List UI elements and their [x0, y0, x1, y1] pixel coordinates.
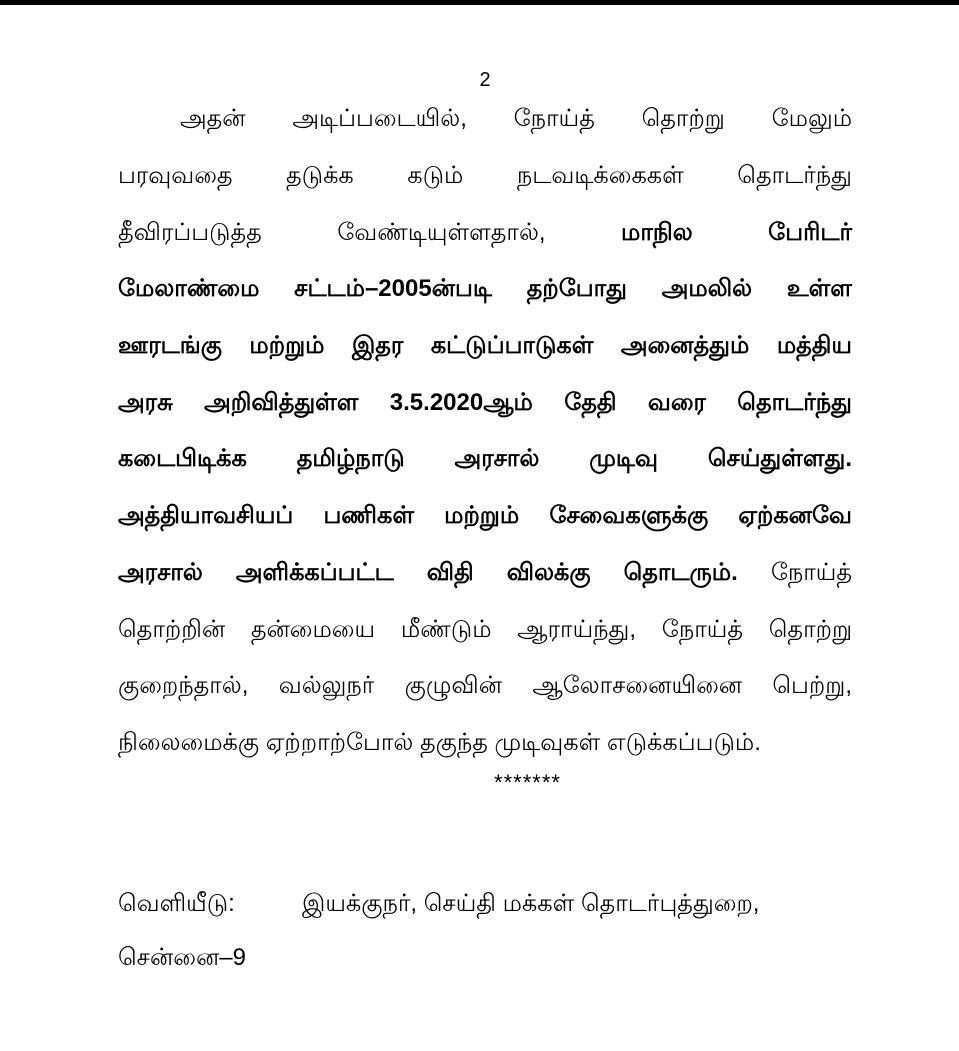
paragraph-word: செய்துள்ளது. — [707, 445, 852, 473]
paragraph-line — [118, 659, 852, 716]
paragraph-word: தொடரும். — [623, 558, 738, 586]
paragraph-word: உள்ள — [786, 275, 852, 303]
paragraph-word: நோய்த் — [770, 558, 852, 586]
separator-stars: ******* — [494, 770, 561, 795]
paragraph-word: அத்தியாவசியப் — [118, 502, 294, 530]
paragraph-line — [118, 716, 852, 773]
paragraph-word: அனைத்தும் — [620, 332, 750, 360]
paragraph-word: அறிவித்துள்ள — [204, 388, 359, 416]
paragraph-line — [118, 319, 852, 376]
paragraph-word: வல்லுநர் — [278, 672, 375, 700]
paragraph-line — [118, 546, 852, 603]
paragraph-word: இதர — [351, 332, 404, 360]
paragraph-line — [118, 602, 852, 659]
paragraph-word: பேரிடர் — [768, 218, 852, 246]
paragraph-word: தேதி — [564, 388, 617, 416]
paragraph-word: ஆராய்ந்து, — [517, 615, 637, 643]
release-city: சென்னை–9 — [118, 944, 246, 971]
paragraph-word: தீவிரப்படுத்த — [118, 218, 262, 246]
paragraph-word: சட்டம்–2005ன்படி — [294, 275, 492, 303]
paragraph-line — [118, 149, 852, 206]
paragraph-word: அடிப்படையில், — [292, 105, 467, 133]
paragraph-word: மீண்டும் — [400, 615, 492, 643]
paragraph-word: குறைந்தால், — [118, 672, 249, 700]
paragraph-word: தொற்று — [641, 105, 725, 133]
paragraph-word: விதி — [426, 558, 474, 586]
paragraph-word: தொடர்ந்து — [737, 162, 852, 190]
release-label: வெளியீடு: — [118, 890, 235, 917]
paragraph-word: மாநில — [621, 218, 693, 246]
paragraph-word: பெற்று, — [772, 672, 852, 700]
paragraph-line — [118, 262, 852, 319]
page-number: 2 — [479, 69, 491, 91]
paragraph-word: மற்றும் — [444, 502, 520, 530]
paragraph-word: கட்டுப்பாடுகள் — [430, 332, 594, 360]
paragraph-word: அரசால் — [118, 558, 203, 586]
paragraph-word: தொற்றின் — [118, 615, 226, 643]
paragraph-word: பணிகள் — [323, 502, 414, 530]
top-border — [0, 0, 959, 5]
paragraph-word: முடிவு — [589, 445, 658, 473]
paragraph-word: விலக்கு — [506, 558, 591, 586]
release-issuer: இயக்குநர், செய்தி மக்கள் தொடர்புத்துறை, — [302, 890, 760, 917]
paragraph-word: தன்மையை — [250, 615, 376, 643]
paragraph-word: அளிக்கப்பட்ட — [235, 558, 394, 586]
paragraph-word: வரை — [647, 388, 706, 416]
paragraph-word: மேலும் — [771, 105, 852, 133]
paragraph-word: கடும் — [407, 162, 464, 190]
paragraph-word: நடவடிக்கைகள் — [516, 162, 684, 190]
paragraph-word: ஊரடங்கு — [118, 332, 222, 360]
paragraph-word: தொடர்ந்து — [737, 388, 852, 416]
paragraph-line — [118, 205, 852, 262]
paragraph-word: பரவுவதை — [118, 162, 233, 190]
paragraph-word: குழுவின் — [404, 672, 502, 700]
paragraph-word: சேவைகளுக்கு — [549, 502, 709, 530]
paragraph-word: வேண்டியுள்ளதால், — [337, 218, 546, 246]
paragraph-word: 3.5.2020ஆம் — [389, 388, 533, 416]
paragraph-word: மத்திய — [776, 332, 852, 360]
paragraph-word: நோய்த் — [513, 105, 595, 133]
paragraph-word: நோய்த் — [661, 615, 743, 643]
release-block — [118, 878, 852, 986]
paragraph-word: மற்றும் — [249, 332, 325, 360]
release-city-line — [118, 932, 852, 986]
paragraph-word: தற்போது — [526, 275, 627, 303]
paragraph-word: தொற்று — [768, 615, 852, 643]
paragraph-word: கடைபிடிக்க — [118, 445, 247, 473]
paragraph-line — [118, 432, 852, 489]
paragraph-line — [118, 489, 852, 546]
paragraph-word: தடுக்க — [286, 162, 354, 190]
release-line — [118, 878, 852, 932]
paragraph-line — [118, 92, 852, 149]
paragraph-word: ஆலோசனையினை — [532, 672, 743, 700]
paragraph-word: மேலாண்மை — [118, 275, 260, 303]
paragraph-word: அரசு — [118, 388, 173, 416]
paragraph-word: அமலில் — [661, 275, 753, 303]
paragraph-word: நிலைமைக்கு ஏற்றாற்போல் தகுந்த முடிவுகள் எடுக்கப்படும். — [118, 728, 761, 756]
paragraph — [118, 92, 852, 772]
paragraph-word: ஏற்கனவே — [738, 502, 852, 530]
paragraph-line — [118, 375, 852, 432]
paragraph-word: அதன் — [180, 105, 246, 133]
paragraph-word: அரசால் — [454, 445, 540, 473]
paragraph-word: தமிழ்நாடு — [296, 445, 405, 473]
